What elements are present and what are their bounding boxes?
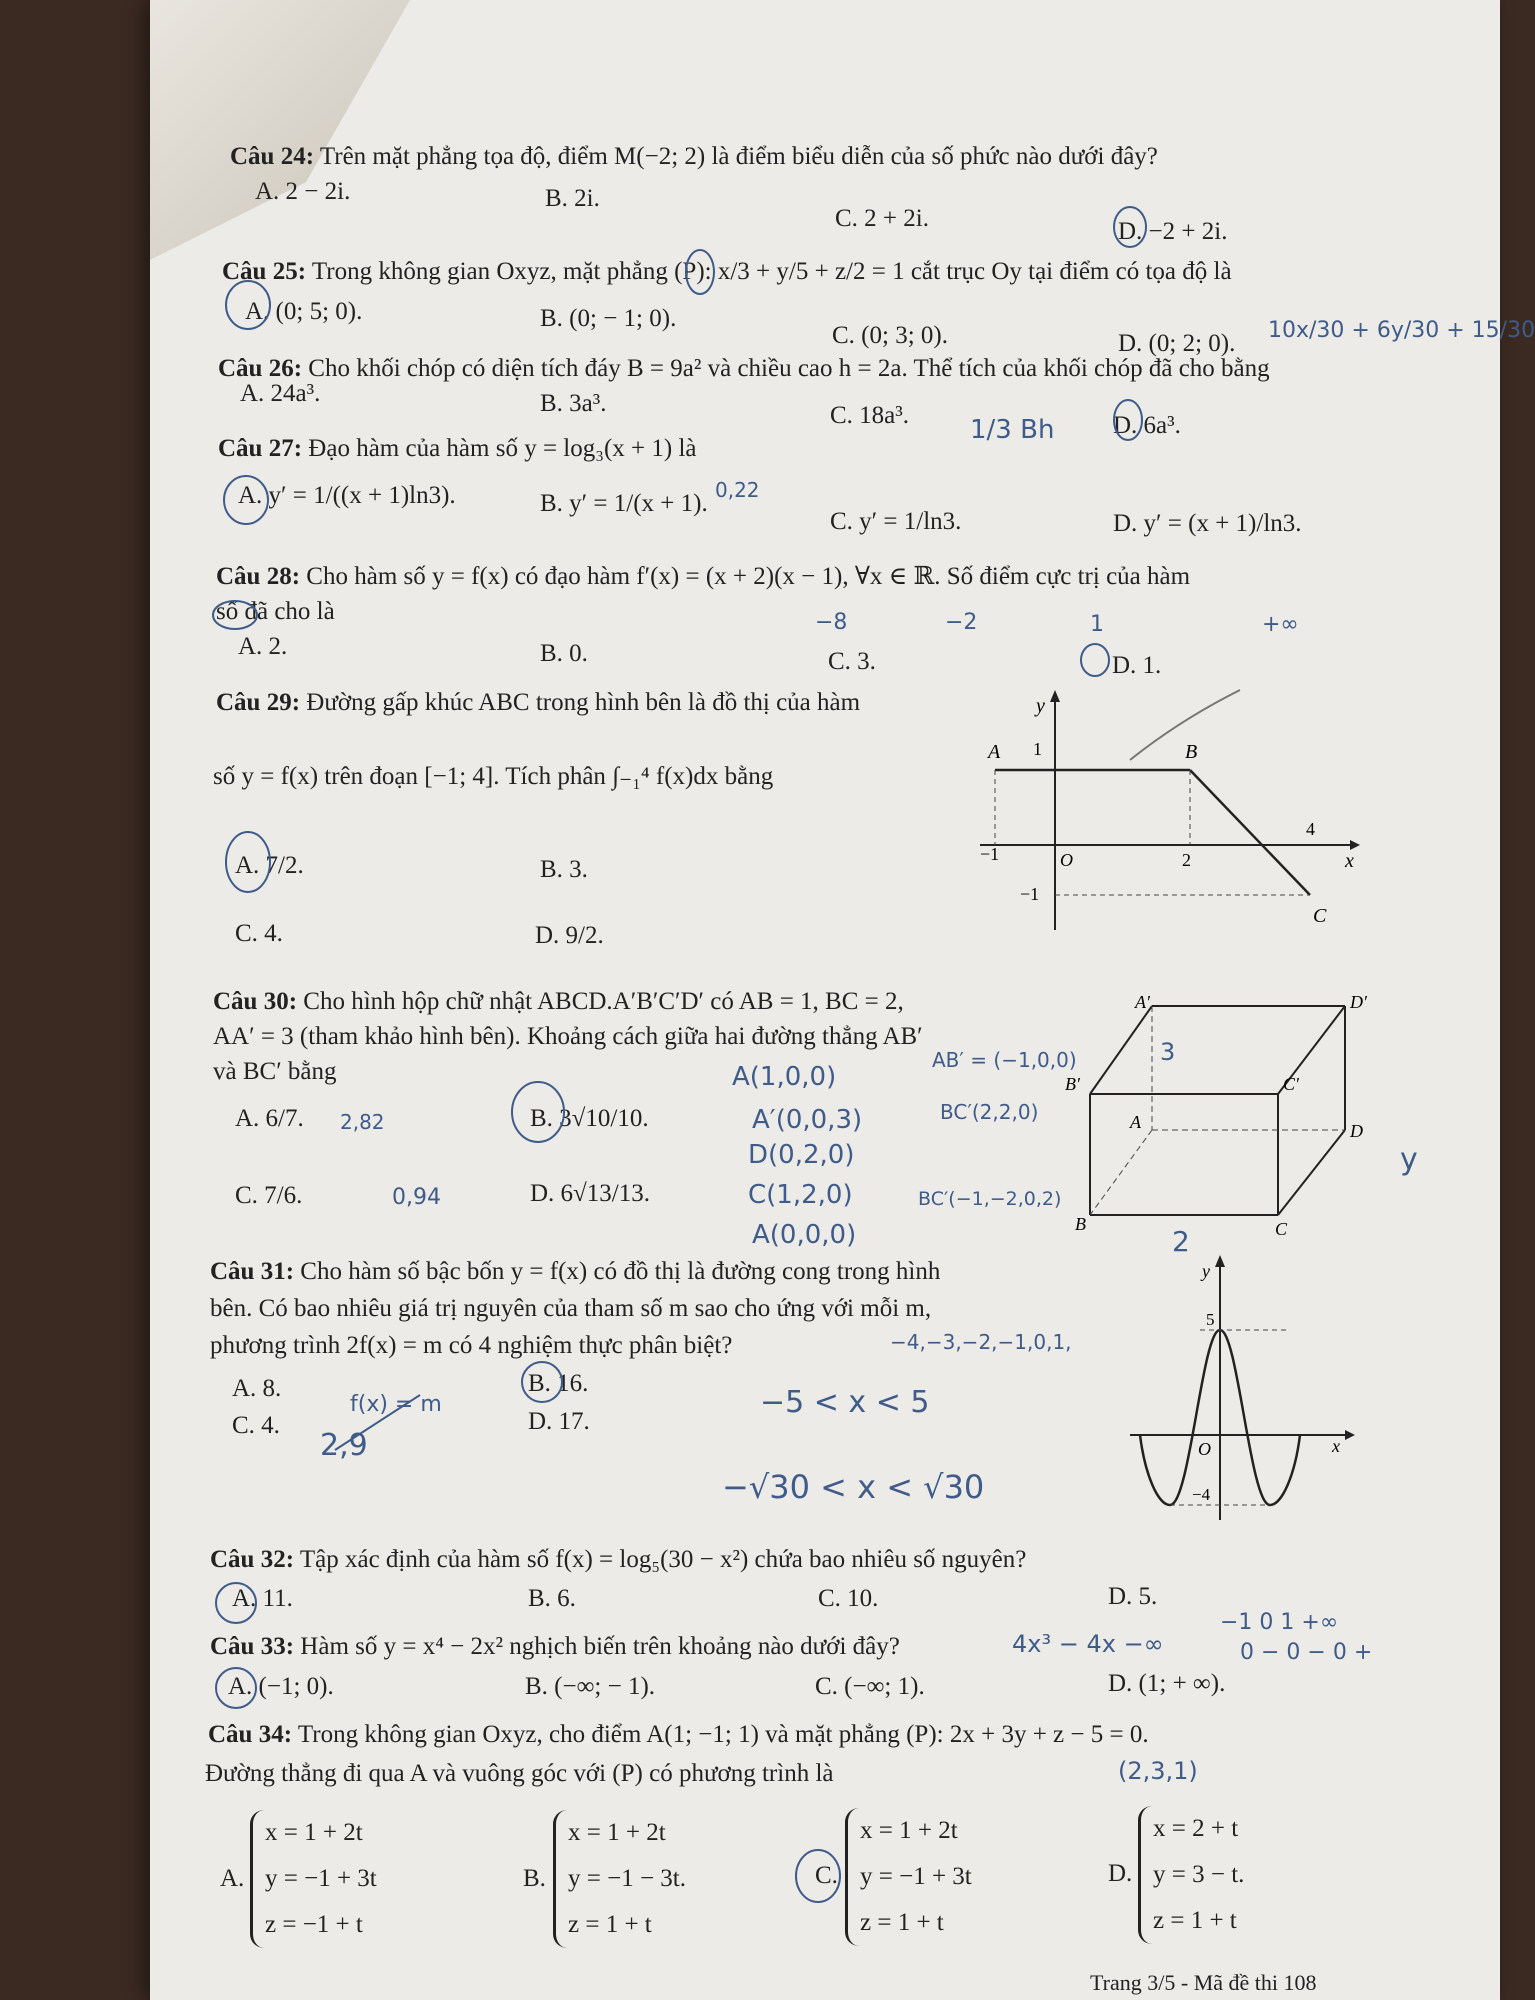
answer-circle [1114, 400, 1142, 440]
handwritten-note: (2,3,1) [1118, 1757, 1198, 1785]
question-29-cont: số y = f(x) trên đoạn [−1; 4]. Tích phân ∫₋₁⁴ f(x)dx bằng [213, 763, 774, 790]
tick-minus-1: −1 [980, 844, 1000, 864]
option-a: A. 11. [232, 1585, 293, 1612]
pen-stroke [335, 1395, 420, 1450]
question-text: Trong không gian Oxyz, cho điểm A(1; −1; 1) và mặt phẳng (P): 2x + 3y + z − 5 = 0. [297, 1721, 1149, 1748]
handwritten-note: −√30 < x < √30 [722, 1468, 985, 1506]
question-28-cont: số đã cho là [216, 598, 335, 625]
question-label: Câu 24: [230, 143, 315, 170]
label-y: y [1202, 1261, 1210, 1281]
tick-minus-4: −4 [1192, 1485, 1211, 1504]
option-c: C. 2 + 2i. [835, 205, 929, 232]
label-x: x [1332, 1436, 1340, 1456]
handwritten-note: D(0,2,0) [748, 1140, 855, 1170]
answer-circle [522, 1362, 562, 1402]
handwritten-note: −1 0 1 +∞ [1220, 1610, 1339, 1635]
question-text: Cho hình hộp chữ nhật ABCD.A′B′C′D′ có AB = 1, BC = 2, [303, 988, 904, 1015]
handwritten-note: AB′ = (−1,0,0) [932, 1048, 1077, 1072]
vertex-c: C [1275, 1219, 1288, 1239]
option-b: B. 6. [528, 1585, 576, 1612]
equation-x: x = 1 + 2t [265, 1819, 363, 1846]
option-a: A. 6/7. [235, 1105, 304, 1132]
handwritten-note: C(1,2,0) [748, 1180, 853, 1210]
answer-circle [224, 476, 268, 524]
handwritten-note: 1/3 Bh [970, 415, 1055, 445]
page-footer: Trang 3/5 - Mã đề thi 108 [1090, 1970, 1317, 1995]
handwritten-note: 2,82 [340, 1110, 385, 1134]
handwritten-note: +∞ [1262, 612, 1299, 637]
question-label: Câu 33: [210, 1633, 295, 1660]
handwritten-note: A′(0,0,3) [752, 1105, 863, 1135]
option-c: C. 4. [232, 1412, 280, 1439]
question-label: Câu 27: [218, 435, 303, 462]
equation-y: y = 3 − t. [1153, 1861, 1245, 1888]
handwritten-note: 0,22 [715, 478, 760, 502]
question-label: Câu 26: [218, 355, 303, 382]
question-30-cont2: và BC′ bằng [213, 1058, 337, 1085]
handwritten-note: −4,−3,−2,−1,0,1, [890, 1330, 1072, 1354]
label-a: A [988, 741, 1001, 763]
label-y: y [1036, 695, 1045, 717]
question-text: Đường gấp khúc ABC trong hình bên là đồ thị của hàm [306, 689, 861, 716]
question-label: Câu 30: [213, 988, 298, 1015]
handwritten-note: 4x³ − 4x −∞ [1012, 1630, 1164, 1658]
vertex-b1: B′ [1065, 1074, 1080, 1094]
question-text: Cho hàm số y = f(x) có đạo hàm f′(x) = (x + 2)(x − 1), ∀x ∈ ℝ. Số điểm cực trị của hàm [306, 563, 1191, 590]
option-a: A. 7/2. [235, 852, 304, 879]
equation-x: x = 1 + 2t [860, 1817, 958, 1844]
option-b: B. 0. [540, 640, 588, 667]
origin: O [1060, 850, 1073, 870]
option-c: C. (−∞; 1). [815, 1673, 925, 1700]
question-31-cont: bên. Có bao nhiêu giá trị nguyên của tham số m sao cho ứng với mỗi m, [210, 1295, 932, 1322]
origin: O [1198, 1439, 1211, 1459]
answer-circle [1114, 207, 1146, 247]
question-label: Câu 25: [222, 258, 307, 285]
option-a: A. (0; 5; 0). [245, 298, 363, 325]
question-text: Trên mặt phẳng tọa độ, điểm M(−2; 2) là điểm biểu diễn của số phức nào dưới đây? [319, 143, 1158, 170]
option-d: D. 17. [528, 1408, 590, 1435]
option-c: C. 10. [818, 1585, 879, 1612]
question-label: Câu 31: [210, 1258, 295, 1285]
vertex-d1: D′ [1350, 992, 1367, 1012]
question-text: Đạo hàm của hàm số y = log₃(x + 1) là [308, 435, 697, 462]
answer-circle [216, 1668, 256, 1708]
answer-circle [216, 1583, 256, 1623]
tick-y-minus-1: −1 [1020, 884, 1040, 904]
option-d: D. (0; 2; 0). [1118, 330, 1236, 357]
handwritten-note: BC′(−1,−2,0,2) [918, 1188, 1062, 1210]
option-d: D. 6a³. [1113, 412, 1181, 439]
handwritten-note: 0 − 0 − 0 + [1240, 1640, 1373, 1665]
handwritten-note: A(1,0,0) [732, 1062, 837, 1092]
option-d: D. y′ = (x + 1)/ln3. [1113, 510, 1302, 537]
equation-z: z = 1 + t [860, 1909, 944, 1936]
option-a-label: A. [220, 1865, 245, 1892]
tick-5: 5 [1206, 1310, 1215, 1329]
option-c: C. 3. [828, 648, 876, 675]
option-d: D. (1; + ∞). [1108, 1670, 1226, 1697]
option-b: B. 2i. [545, 185, 600, 212]
option-d: D. 5. [1108, 1583, 1158, 1610]
pencil-stroke [1130, 690, 1240, 760]
question-text: Cho hàm số bậc bốn y = f(x) có đồ thị là đường cong trong hình [300, 1258, 941, 1285]
option-b: B. 3. [540, 856, 588, 883]
label-c: C [1313, 905, 1327, 927]
handwritten-note: f(x) = m [350, 1392, 442, 1417]
equation-y: y = −1 − 3t. [568, 1865, 686, 1892]
question-30-cont: AA′ = 3 (tham khảo hình bên). Khoảng cách giữa hai đường thẳng AB′ [213, 1023, 923, 1050]
option-b: B. y′ = 1/(x + 1). [540, 490, 708, 517]
equation-z: z = 1 + t [568, 1911, 652, 1938]
equation-z: z = 1 + t [1153, 1907, 1237, 1934]
handwritten-note: 2 [1172, 1225, 1190, 1258]
option-b-label: B. [523, 1865, 546, 1892]
question-text: Trong không gian Oxyz, mặt phẳng (P): x/3 + y/5 + z/2 = 1 cắt trục Oy tại điểm có tọa độ là [311, 258, 1232, 285]
question-34-cont: Đường thẳng đi qua A và vuông góc với (P) có phương trình là [205, 1760, 834, 1787]
vertex-a: A [1130, 1112, 1141, 1132]
question-label: Câu 29: [216, 689, 301, 716]
handwritten-note: 3 [1160, 1038, 1176, 1066]
option-a: A. (−1; 0). [228, 1673, 334, 1700]
handwritten-note: A(0,0,0) [752, 1220, 857, 1250]
equation-y: y = −1 + 3t [860, 1863, 972, 1890]
option-b: B. 16. [528, 1370, 589, 1397]
equation-z: z = −1 + t [265, 1911, 363, 1938]
vertex-d: D [1350, 1121, 1363, 1141]
handwritten-note: 2,9 [320, 1428, 368, 1463]
option-d: D. 6√13/13. [530, 1180, 650, 1207]
handwritten-note: BC′(2,2,0) [940, 1100, 1039, 1124]
question-label: Câu 28: [216, 563, 301, 590]
question-31-cont2: phương trình 2f(x) = m có 4 nghiệm thực phân biệt? [210, 1332, 733, 1359]
option-c: C. 7/6. [235, 1182, 303, 1209]
option-c: C. 18a³. [830, 402, 910, 429]
handwritten-note: y [1400, 1142, 1418, 1177]
label-x: x [1345, 850, 1354, 872]
vertex-b: B [1075, 1214, 1086, 1234]
tick-4: 4 [1306, 819, 1315, 839]
vertex-a1: A′ [1135, 992, 1150, 1012]
question-text: Tập xác định của hàm số f(x) = log₅(30 − x²) chứa bao nhiêu số nguyên? [299, 1546, 1027, 1573]
answer-circle [512, 1082, 564, 1142]
answer-circle [1081, 644, 1109, 676]
option-c: C. (0; 3; 0). [832, 322, 948, 349]
question-text: Hàm số y = x⁴ − 2x² nghịch biến trên khoảng nào dưới đây? [300, 1633, 900, 1660]
option-a: A. 2. [238, 633, 288, 660]
handwritten-note: −2 [945, 610, 978, 635]
tick-2: 2 [1182, 850, 1191, 870]
option-a: A. 8. [232, 1375, 282, 1402]
vertex-c1: C′ [1283, 1074, 1299, 1094]
question-label: Câu 32: [210, 1546, 295, 1573]
option-a: A. y′ = 1/((x + 1)ln3). [238, 482, 456, 509]
equation-y: y = −1 + 3t [265, 1865, 377, 1892]
mark-circle [686, 250, 714, 294]
answer-circle [796, 1850, 840, 1902]
handwritten-note: −8 [815, 610, 848, 635]
answer-circle [226, 832, 270, 892]
handwritten-note: 0,94 [392, 1185, 441, 1210]
answer-circle [226, 281, 270, 329]
option-c: C. y′ = 1/ln3. [830, 508, 962, 535]
option-d: D. 1. [1112, 652, 1162, 679]
question-label: Câu 34: [208, 1721, 293, 1748]
answer-circle [213, 601, 257, 629]
option-a: A. 2 − 2i. [255, 178, 351, 205]
equation-x: x = 2 + t [1153, 1815, 1239, 1842]
option-d: D. 9/2. [535, 922, 604, 949]
handwritten-note: −5 < x < 5 [760, 1385, 930, 1420]
question-text: Cho khối chóp có diện tích đáy B = 9a² và chiều cao h = 2a. Thể tích của khối chóp đã cho bằng [308, 355, 1270, 382]
option-b: B. 3√10/10. [530, 1105, 649, 1132]
handwritten-note: 1 [1090, 612, 1104, 637]
option-b: B. (0; − 1; 0). [540, 305, 677, 332]
equation-x: x = 1 + 2t [568, 1819, 666, 1846]
option-b: B. 3a³. [540, 390, 607, 417]
option-c-label: C. [815, 1862, 838, 1889]
option-d-label: D. [1108, 1860, 1133, 1887]
option-a: A. 24a³. [240, 380, 321, 407]
label-b: B [1185, 741, 1198, 763]
tick-1: 1 [1033, 739, 1042, 759]
handwritten-note: 10x/30 + 6y/30 + 15/30 [1268, 318, 1535, 343]
option-d: D. −2 + 2i. [1118, 218, 1228, 245]
option-b: B. (−∞; − 1). [525, 1673, 656, 1700]
option-c: C. 4. [235, 920, 283, 947]
